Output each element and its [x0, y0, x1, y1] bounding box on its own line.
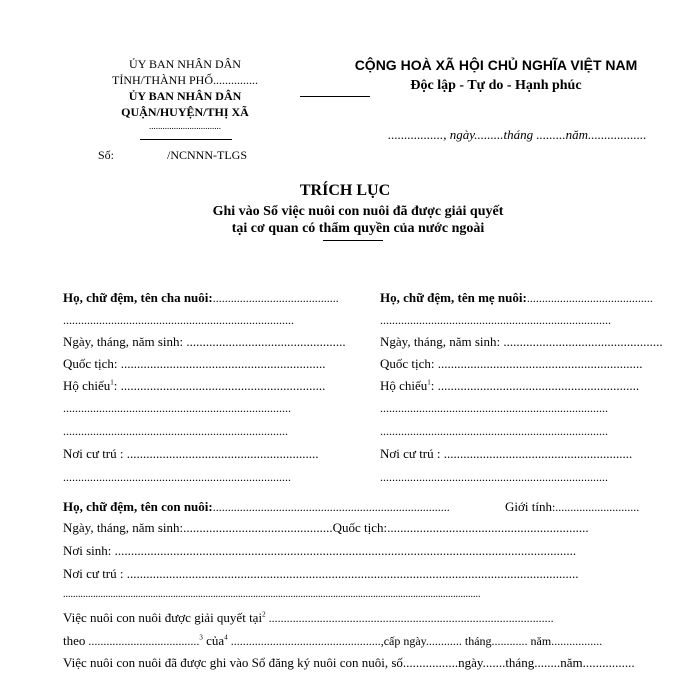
header-left-rule: [140, 139, 232, 140]
footnote-3-ref: 3: [199, 633, 203, 642]
document-subtitle-2: tại cơ quan có thẩm quyền của nước ngoài: [231, 221, 485, 236]
mother-passport-label: Hộ chiếu: [380, 378, 428, 393]
cua-label: của: [202, 633, 225, 648]
child-dob-nationality: Ngày, tháng, năm sinh:..............................................Quốc tịch:..............................................................: [63, 520, 589, 535]
mother-nationality: Quốc tịch: ...............................................................: [380, 356, 643, 371]
adoption-resolved-row: [63, 610, 554, 626]
father-passport-label: Hộ chiếu: [63, 378, 111, 393]
motto: Độc lập - Tự do - Hạnh phúc: [410, 78, 582, 93]
mother-passport-row: [380, 378, 639, 394]
adoption-resolved-field: ...............................................................................................: [265, 611, 554, 625]
mother-blank-line-2: ............................................................................: [380, 424, 608, 438]
document-subtitle-1: Ghi vào Sổ việc nuôi con nuôi đã được giải quyết: [212, 204, 504, 219]
mother-passport-field: : ..............................................................: [430, 378, 640, 393]
father-blank-line-1: ............................................................................: [63, 401, 291, 415]
committee-line-1: ỦY BAN NHÂN DÂN: [129, 57, 241, 71]
father-residence: Nơi cư trú : ...........................................................: [63, 446, 319, 461]
mother-name-continued: .............................................................................: [380, 313, 611, 327]
mother-blank-line-3: ............................................................................: [380, 470, 608, 484]
footnote-1-ref-mother: 1: [427, 378, 431, 387]
title-underline: [323, 240, 383, 241]
theo-field: .....................................: [85, 634, 200, 648]
committee-line-2: ỦY BAN NHÂN DÂN: [128, 89, 242, 103]
issue-date-field: ..................................................,cấp ngày............ tháng............ năm.................: [227, 634, 603, 648]
so-value: /NCNNN-TLGS: [167, 148, 247, 162]
father-name-continued: .............................................................................: [63, 313, 294, 327]
child-name-row: [63, 498, 450, 516]
father-name-row: [63, 289, 339, 307]
father-name-label: Họ, chữ đệm, tên cha nuôi:: [63, 290, 213, 305]
theo-label: theo: [63, 633, 86, 648]
nation-name: CỘNG HOÀ XÃ HỘI CHỦ NGHĨA VIỆT NAM: [354, 57, 638, 73]
mother-name-field: ..........................................: [526, 291, 653, 305]
father-blank-line-3: ............................................................................: [63, 470, 291, 484]
child-blank-line: .......................................................................................................................................................................: [63, 589, 481, 600]
province-line: TỈNH/THÀNH PHỐ...............: [112, 73, 258, 87]
footnote-2-ref: 2: [262, 610, 266, 619]
date-line: ................., ngày.........tháng .........năm..................: [388, 127, 647, 142]
child-name-field: ...............................................................................: [212, 500, 450, 514]
child-name-label: Họ, chữ đệm, tên con nuôi:: [63, 499, 213, 514]
district-dots: ................................: [149, 121, 221, 131]
father-passport-row: [63, 378, 325, 394]
mother-blank-line-1: ............................................................................: [380, 401, 608, 415]
district-line: QUẬN/HUYỆN/THỊ XÃ: [121, 105, 249, 119]
child-gender-row: [505, 498, 639, 516]
mother-name-row: [380, 289, 653, 307]
adoption-registered-row: Việc nuôi con nuôi đã được ghi vào Sổ đăng ký nuôi con nuôi, số.................ngày.......tháng........năm................: [63, 655, 635, 670]
so-label: Số:: [98, 148, 115, 162]
footnote-1-ref: 1: [110, 378, 114, 387]
adoption-resolved-label: Việc nuôi con nuôi được giải quyết tại: [63, 610, 263, 625]
adoption-basis-row: [63, 633, 602, 649]
footnote-4-ref: 4: [224, 633, 228, 642]
motto-underline: [300, 96, 370, 97]
mother-name-label: Họ, chữ đệm, tên mẹ nuôi:: [380, 290, 527, 305]
father-passport-field: : ...............................................................: [113, 378, 326, 393]
mother-dob: Ngày, tháng, năm sinh: .................................................: [380, 334, 663, 349]
child-birthplace: Nơi sinh: ..............................................................................................................................................: [63, 543, 577, 558]
document-title: TRÍCH LỤC: [299, 182, 391, 199]
child-gender-label: Giới tính: [505, 499, 552, 514]
child-residence: Nơi cư trú : ...........................................................................................................................................: [63, 566, 579, 581]
child-gender-field: :............................: [551, 500, 640, 514]
mother-residence: Nơi cư trú : ..........................................................: [380, 446, 633, 461]
father-dob: Ngày, tháng, năm sinh: .................................................: [63, 334, 346, 349]
father-name-field: ..........................................: [212, 291, 339, 305]
father-nationality: Quốc tịch: ...............................................................: [63, 356, 326, 371]
father-blank-line-2: ...........................................................................: [63, 424, 288, 438]
